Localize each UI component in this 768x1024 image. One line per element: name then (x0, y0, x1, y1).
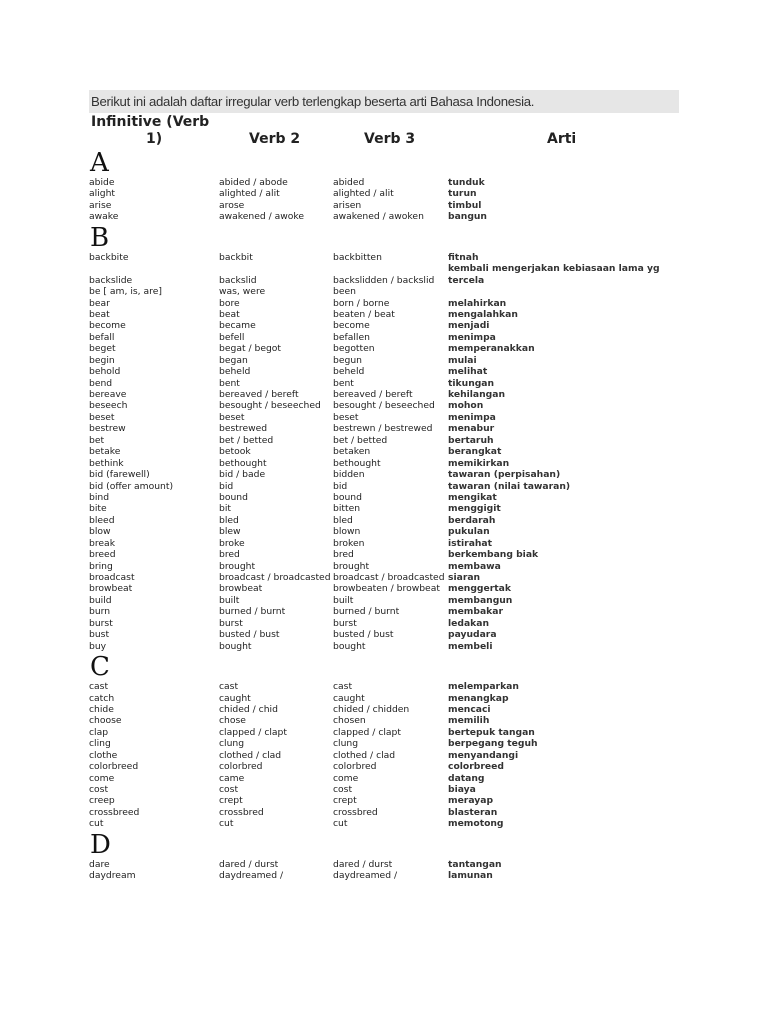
table-row (89, 200, 679, 211)
table-row (89, 446, 679, 457)
verb2-cell: beat (219, 308, 240, 320)
table-row (89, 641, 679, 652)
table-row (89, 693, 679, 704)
verb2-cell: blew (219, 526, 241, 538)
arti-cell: tantangan (448, 858, 502, 870)
arti-cell: siaran (448, 572, 481, 584)
arti-cell: membeli (448, 640, 493, 652)
infinitive-cell: blow (89, 526, 111, 538)
verb2-cell: dared / durst (219, 858, 279, 870)
verb3-cell: browbeaten / browbeat (333, 583, 440, 595)
table-row (89, 389, 679, 400)
arti-cell: kehilangan (448, 389, 505, 401)
table-row (89, 738, 679, 749)
verb3-cell: begun (333, 354, 362, 366)
infinitive-cell: abide (89, 177, 115, 188)
verb3-cell: built (333, 594, 354, 606)
verb2-cell: clothed / clad (219, 749, 282, 761)
arti-cell: menyandangi (448, 749, 519, 761)
verb3-cell: bet / betted (333, 434, 388, 446)
verb3-cell: backbitten (333, 251, 382, 263)
infinitive-cell: begin (89, 354, 115, 366)
arti-cell: bangun (448, 211, 487, 223)
verb2-cell: alighted / alit (219, 188, 280, 200)
infinitive-cell: bethink (89, 457, 124, 469)
verb3-cell: betaken (333, 446, 371, 458)
verb3-cell: bred (333, 549, 354, 561)
header-arti: Arti (547, 131, 577, 147)
table-row (89, 681, 679, 692)
infinitive-cell: backbite (89, 251, 129, 263)
verb3-cell: caught (333, 692, 365, 704)
verb3-cell: cut (333, 818, 348, 830)
table-row (89, 515, 679, 526)
verb2-cell: crossbred (219, 806, 264, 818)
infinitive-cell: beat (89, 308, 110, 320)
verb3-cell: bereaved / bereft (333, 389, 413, 401)
arti-cell: ledakan (448, 617, 490, 629)
infinitive-cell: buy (89, 640, 107, 652)
verb3-cell: clapped / clapt (333, 726, 401, 738)
verb3-cell: crept (333, 795, 357, 807)
arti-cell: membangun (448, 594, 513, 606)
table-row (89, 618, 679, 629)
infinitive-cell: befall (89, 331, 115, 343)
header-verb2: Verb 2 (249, 131, 301, 147)
arti-cell: bertepuk tangan (448, 726, 535, 738)
verb2-cell: bred (219, 549, 240, 561)
table-row (89, 481, 679, 492)
table-row (89, 286, 679, 297)
infinitive-cell: choose (89, 715, 122, 727)
arti-cell: menangkap (448, 692, 509, 704)
verb3-cell: beset (333, 411, 359, 423)
table-row (89, 423, 679, 434)
verb2-cell: browbeat (219, 583, 263, 595)
verb3-cell: busted / bust (333, 629, 394, 641)
verb3-cell: burned / burnt (333, 606, 400, 618)
infinitive-cell: bust (89, 629, 110, 641)
verb3-cell: crossbred (333, 806, 378, 818)
verb3-cell: befallen (333, 331, 370, 343)
arti-cell: melahirkan (448, 297, 507, 309)
arti-cell: timbul (448, 199, 482, 211)
arti-cell: kembali mengerjakan kebiasaan lama yg tercela (448, 263, 660, 286)
arti-cell: berangkat (448, 446, 502, 458)
arti-cell: membawa (448, 560, 501, 572)
verb3-cell: bid (333, 480, 348, 492)
table-row (89, 526, 679, 537)
header-infinitive-line1: Infinitive (Verb (91, 114, 210, 130)
verb2-cell: backslid (219, 274, 257, 286)
intro-text: Berikut ini adalah daftar irregular verb terlengkap beserta arti Bahasa Indonesia. (89, 90, 679, 113)
infinitive-cell: burn (89, 606, 111, 618)
document (89, 90, 679, 882)
table-row (89, 715, 679, 726)
table-row (89, 252, 679, 263)
verb3-cell: bethought (333, 457, 381, 469)
table-row (89, 378, 679, 389)
verb2-cell: bore (219, 297, 240, 309)
arti-cell: memotong (448, 818, 504, 830)
verb3-cell: begotten (333, 343, 375, 355)
arti-cell: tawaran (perpisahan) (448, 469, 561, 481)
verb3-cell: blown (333, 526, 361, 538)
table-row (89, 629, 679, 640)
verb3-cell: beheld (333, 366, 365, 378)
infinitive-cell: bleed (89, 514, 115, 526)
arti-cell: berdarah (448, 514, 496, 526)
infinitive-cell: beset (89, 411, 115, 423)
arti-cell: berkembang biak (448, 549, 539, 561)
verb2-cell: befell (219, 331, 245, 343)
table-row (89, 412, 679, 423)
verb2-cell: began (219, 354, 248, 366)
infinitive-cell: burst (89, 617, 113, 629)
arti-cell: memikirkan (448, 457, 510, 469)
arti-cell: mohon (448, 400, 484, 412)
verb2-cell: abided / abode (219, 177, 288, 188)
table-row (89, 561, 679, 572)
infinitive-cell: build (89, 594, 112, 606)
table-row (89, 211, 679, 222)
table-row (89, 595, 679, 606)
infinitive-cell: bereave (89, 389, 127, 401)
verb3-cell: become (333, 320, 370, 332)
verb3-cell: colorbred (333, 761, 377, 773)
verb2-cell: betook (219, 446, 251, 458)
arti-cell: fitnah (448, 251, 479, 263)
arti-cell: turun (448, 188, 477, 200)
verb3-cell: bitten (333, 503, 361, 515)
arti-cell: istirahat (448, 537, 493, 549)
infinitive-cell: bet (89, 434, 105, 446)
infinitive-cell: bestrew (89, 423, 126, 435)
table-row (89, 583, 679, 594)
arti-cell: pukulan (448, 526, 490, 538)
infinitive-cell: cast (89, 681, 109, 693)
table-row (89, 332, 679, 343)
infinitive-cell: creep (89, 795, 115, 807)
verb3-cell: alighted / alit (333, 188, 394, 200)
infinitive-cell: bid (offer amount) (89, 480, 174, 492)
verb3-cell: bled (333, 514, 353, 526)
arti-cell: merayap (448, 795, 494, 807)
table-row (89, 435, 679, 446)
verb2-cell: cut (219, 818, 234, 830)
verb2-cell: begat / begot (219, 343, 282, 355)
verb3-cell: burst (333, 617, 357, 629)
verb2-cell: bethought (219, 457, 267, 469)
arti-cell: melihat (448, 366, 488, 378)
arti-cell: datang (448, 772, 485, 784)
verb2-cell: daydreamed / (219, 870, 284, 882)
table-row (89, 400, 679, 411)
table-row (89, 606, 679, 617)
infinitive-cell: daydream (89, 870, 136, 882)
arti-cell: tunduk (448, 177, 485, 188)
verb3-cell: bent (333, 377, 354, 389)
infinitive-cell: catch (89, 692, 115, 704)
arti-cell: menabur (448, 423, 495, 435)
table-row (89, 503, 679, 514)
verb2-cell: became (219, 320, 256, 332)
table-row (89, 492, 679, 503)
section-letter-d: D (90, 829, 111, 860)
arti-cell: bertaruh (448, 434, 494, 446)
verb3-cell: backslidden / backslid (333, 274, 435, 286)
verb2-cell: busted / bust (219, 629, 280, 641)
table-row (89, 549, 679, 560)
verb3-cell: born / borne (333, 297, 390, 309)
verb2-cell: bent (219, 377, 240, 389)
table-row (89, 807, 679, 818)
infinitive-cell: betake (89, 446, 121, 458)
table-row (89, 704, 679, 715)
arti-cell: mencaci (448, 703, 491, 715)
verb2-cell: bit (219, 503, 231, 515)
verb3-cell: broadcast / broadcasted (333, 572, 445, 584)
infinitive-cell: beget (89, 343, 116, 355)
verb2-cell: cast (219, 681, 239, 693)
infinitive-cell: arise (89, 199, 112, 211)
verb3-cell: brought (333, 560, 370, 572)
arti-cell: blasteran (448, 806, 498, 818)
verb2-cell: clapped / clapt (219, 726, 287, 738)
verb2-cell: chose (219, 715, 246, 727)
infinitive-cell: bend (89, 377, 113, 389)
table-row (89, 309, 679, 320)
verb2-cell: bought (219, 640, 252, 652)
arti-cell: memperanakkan (448, 343, 535, 355)
infinitive-cell: awake (89, 211, 119, 223)
arti-cell: lamunan (448, 870, 493, 882)
verb2-cell: beheld (219, 366, 251, 378)
verb2-cell: bled (219, 514, 239, 526)
verb2-cell: built (219, 594, 240, 606)
table-row (89, 355, 679, 366)
verb3-cell: dared / durst (333, 858, 393, 870)
infinitive-cell: beseech (89, 400, 128, 412)
header-infinitive-line2: 1) (146, 131, 163, 147)
infinitive-cell: clap (89, 726, 109, 738)
arti-cell: membakar (448, 606, 503, 618)
table-row (89, 784, 679, 795)
verb2-cell: brought (219, 560, 256, 572)
verb2-cell: beset (219, 411, 245, 423)
verb3-cell: clothed / clad (333, 749, 396, 761)
arti-cell: payudara (448, 629, 497, 641)
infinitive-cell: cut (89, 818, 104, 830)
verb3-cell: bought (333, 640, 366, 652)
table-row (89, 773, 679, 784)
table-row (89, 469, 679, 480)
verb-sections (89, 149, 679, 882)
arti-cell: menggertak (448, 583, 511, 595)
table-header (89, 113, 679, 148)
verb2-cell: bet / betted (219, 434, 274, 446)
verb2-cell: arose (219, 199, 245, 211)
verb2-cell: clung (219, 738, 245, 750)
verb3-cell: cast (333, 681, 353, 693)
infinitive-cell: come (89, 772, 115, 784)
verb2-cell: bereaved / bereft (219, 389, 299, 401)
verb2-cell: burst (219, 617, 243, 629)
infinitive-cell: bind (89, 491, 110, 503)
verb3-cell: bestrewn / bestrewed (333, 423, 433, 435)
infinitive-cell: cost (89, 784, 109, 796)
verb3-cell: broken (333, 537, 365, 549)
infinitive-cell: be [ am, is, are] (89, 286, 162, 298)
section-letter-b: B (90, 222, 110, 253)
table-row (89, 859, 679, 870)
table-row (89, 177, 679, 188)
verb3-cell: clung (333, 738, 359, 750)
verb2-cell: backbit (219, 251, 253, 263)
table-row (89, 727, 679, 738)
verb3-cell: bidden (333, 469, 365, 481)
verb2-cell: bid / bade (219, 469, 266, 481)
infinitive-cell: dare (89, 858, 110, 870)
arti-cell: berpegang teguh (448, 738, 538, 750)
verb2-cell: caught (219, 692, 251, 704)
arti-cell: colorbreed (448, 761, 504, 773)
verb2-cell: broadcast / broadcasted (219, 572, 331, 584)
verb3-cell: awakened / awoken (333, 211, 424, 223)
table-row (89, 263, 679, 286)
infinitive-cell: colorbreed (89, 761, 139, 773)
arti-cell: melemparkan (448, 681, 519, 693)
arti-cell: mengalahkan (448, 308, 518, 320)
infinitive-cell: bring (89, 560, 113, 572)
verb2-cell: chided / chid (219, 703, 278, 715)
infinitive-cell: bite (89, 503, 107, 515)
infinitive-cell: backslide (89, 274, 133, 286)
infinitive-cell: break (89, 537, 116, 549)
verb3-cell: been (333, 286, 356, 298)
infinitive-cell: become (89, 320, 126, 332)
infinitive-cell: alight (89, 188, 115, 200)
verb3-cell: daydreamed / (333, 870, 398, 882)
arti-cell: mulai (448, 354, 477, 366)
table-row (89, 818, 679, 829)
verb3-cell: bound (333, 491, 362, 503)
verb3-cell: chosen (333, 715, 366, 727)
table-row (89, 795, 679, 806)
arti-cell: tikungan (448, 377, 495, 389)
verb3-cell: come (333, 772, 359, 784)
arti-cell: memilih (448, 715, 490, 727)
table-row (89, 761, 679, 772)
verb2-cell: came (219, 772, 245, 784)
verb3-cell: cost (333, 784, 353, 796)
infinitive-cell: broadcast (89, 572, 135, 584)
infinitive-cell: bear (89, 297, 110, 309)
infinitive-cell: clothe (89, 749, 118, 761)
table-row (89, 458, 679, 469)
infinitive-cell: breed (89, 549, 116, 561)
verb3-cell: chided / chidden (333, 703, 410, 715)
infinitive-cell: cling (89, 738, 111, 750)
table-row (89, 572, 679, 583)
verb2-cell: besought / beseeched (219, 400, 321, 412)
header-verb3: Verb 3 (364, 131, 416, 147)
verb2-cell: bound (219, 491, 248, 503)
infinitive-cell: bid (farewell) (89, 469, 150, 481)
verb2-cell: burned / burnt (219, 606, 286, 618)
infinitive-cell: browbeat (89, 583, 133, 595)
verb3-cell: arisen (333, 199, 362, 211)
table-row (89, 538, 679, 549)
verb2-cell: crept (219, 795, 243, 807)
table-row (89, 343, 679, 354)
verb3-cell: beaten / beat (333, 308, 395, 320)
verb2-cell: was, were (219, 286, 266, 298)
table-row (89, 870, 679, 881)
verb2-cell: cost (219, 784, 239, 796)
arti-cell: menggigit (448, 503, 501, 515)
table-row (89, 298, 679, 309)
verb2-cell: colorbred (219, 761, 263, 773)
arti-cell: menjadi (448, 320, 490, 332)
table-row (89, 366, 679, 377)
verb2-cell: bestrewed (219, 423, 268, 435)
verb2-cell: broke (219, 537, 245, 549)
arti-cell: tawaran (nilai tawaran) (448, 480, 571, 492)
infinitive-cell: crossbreed (89, 806, 140, 818)
verb2-cell: awakened / awoke (219, 211, 305, 223)
section-letter-a: A (90, 148, 109, 178)
arti-cell: biaya (448, 784, 476, 796)
arti-cell: menimpa (448, 411, 496, 423)
verb2-cell: bid (219, 480, 234, 492)
verb3-cell: besought / beseeched (333, 400, 435, 412)
infinitive-cell: chide (89, 703, 114, 715)
table-row (89, 750, 679, 761)
section-letter-c: C (90, 652, 110, 683)
infinitive-cell: behold (89, 366, 121, 378)
arti-cell: mengikat (448, 491, 497, 503)
arti-cell: menimpa (448, 331, 496, 343)
table-row (89, 188, 679, 199)
verb3-cell: abided (333, 177, 365, 188)
table-row (89, 320, 679, 331)
